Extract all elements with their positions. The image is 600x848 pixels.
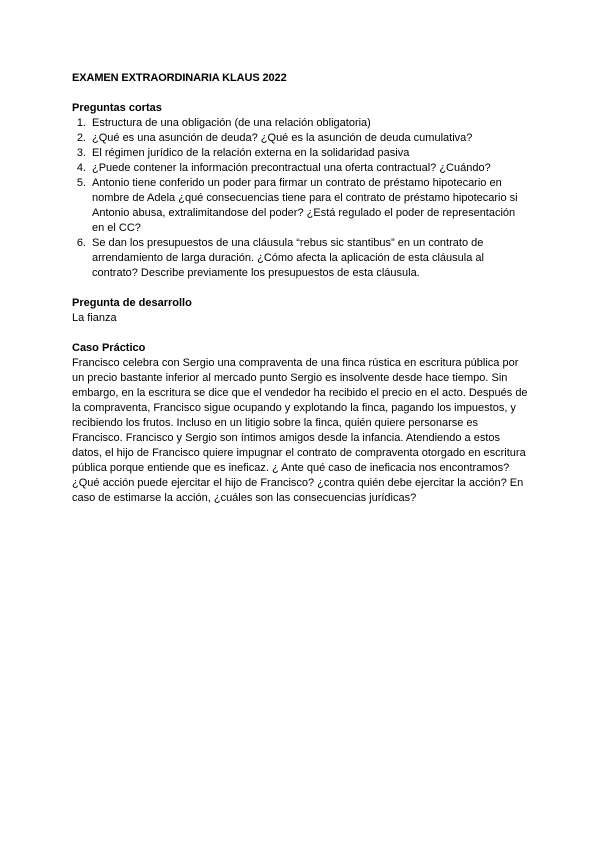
item-text: ¿Qué es una asunción de deuda? ¿Qué es la asunción de deuda cumulativa? — [92, 132, 473, 144]
essay-question-text: La fianza — [72, 312, 117, 324]
item-number: 4. — [76, 162, 86, 174]
item-number: 6. — [76, 237, 86, 249]
item-number: 5. — [76, 177, 86, 189]
item-number: 3. — [76, 147, 86, 159]
list-item — [72, 236, 528, 281]
essay-question-heading: Pregunta de desarrollo — [72, 297, 192, 309]
item-number: 1. — [76, 117, 86, 129]
short-questions-heading: Preguntas cortas — [72, 102, 162, 114]
item-text: Se dan los presupuestos de una cláusula “rebus sic stantibus” en un contrato de arrendamiento de larga duración. ¿Cómo afecta la aplicación de esta cláusula al contrato? Describe previamente los presupuestos de esta cláusula. — [92, 237, 484, 279]
short-questions-list — [72, 116, 528, 281]
item-text: Antonio tiene conferido un poder para firmar un contrato de préstamo hipotecario en nombre de Adela ¿qué consecuencias tiene para el contrato de préstamo hipotecario si Antonio abusa, extralimitandose del poder? ¿Está regulado el poder de representación en el CC? — [92, 177, 518, 234]
list-item — [72, 131, 528, 146]
item-text: Estructura de una obligación (de una relación obligatoria) — [92, 117, 371, 129]
case-study-heading: Caso Práctico — [72, 342, 146, 354]
exam-title: EXAMEN EXTRAORDINARIA KLAUS 2022 — [72, 72, 287, 84]
case-study-text: Francisco celebra con Sergio una compraventa de una finca rústica en escritura pública por un precio bastante inferior al mercado punto Sergio es insolvente desde hace tiempo. Sin embargo, en la escritura se dice que el vendedor ha recibido el precio en el acto. Después de la compraventa, Francisco sigue ocupando y explotando la finca, pagando los impuestos, y recibiendo los frutos. Incluso en un litigio sobre la finca, quién quiere personarse es Francisco. Francisco y Sergio son íntimos amigos desde la infancia. Atendiendo a estos datos, el hijo de Francisco quiere impugnar el contrato de compraventa otorgado en escritura pública porque entiende que es ineficaz. ¿ Ante qué caso de ineficacia nos encontramos? ¿Qué acción puede ejercitar el hijo de Francisco? ¿contra quién debe ejercitar la acción? En caso de estimarse la acción, ¿cuáles son las consecuencias jurídicas? — [72, 357, 528, 504]
item-number: 2. — [76, 132, 86, 144]
list-item — [72, 146, 528, 161]
list-item — [72, 116, 528, 131]
item-text: ¿Puede contener la información precontractual una oferta contractual? ¿Cuándo? — [92, 162, 491, 174]
list-item — [72, 161, 528, 176]
list-item — [72, 176, 528, 236]
item-text: El régimen jurídico de la relación externa en la solidaridad pasiva — [92, 147, 410, 159]
